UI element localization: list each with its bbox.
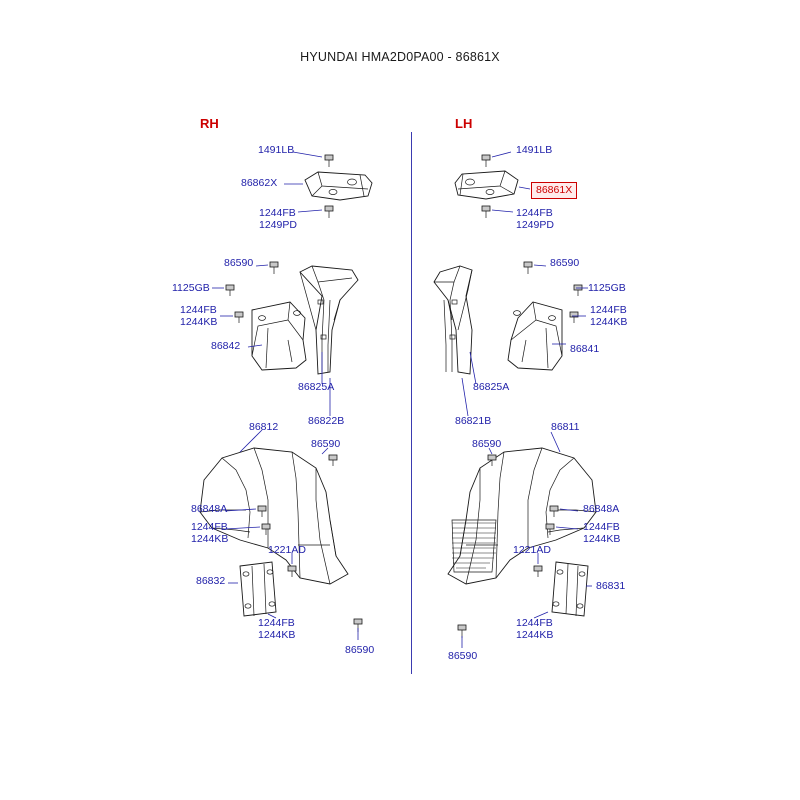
label-86825a-rh[interactable]: 86825A xyxy=(298,381,335,393)
label-1244fb-rh-top[interactable]: 1244FB xyxy=(259,207,296,219)
part-86832 xyxy=(240,562,276,616)
bolt-86590-rh-liner xyxy=(329,455,337,466)
label-1244fb-lh-mid[interactable]: 1244FB xyxy=(590,304,627,316)
bolt-1491lb-lh xyxy=(482,155,490,167)
part-86821b xyxy=(434,266,472,374)
part-86861x xyxy=(455,171,518,199)
label-86821b[interactable]: 86821B xyxy=(455,415,492,427)
part-86822b xyxy=(300,266,358,374)
label-86848a-lh[interactable]: 86848A xyxy=(583,503,620,515)
label-1244kb-lh-mid[interactable]: 1244KB xyxy=(590,316,628,328)
bolt-1491lb-rh xyxy=(325,155,333,167)
label-1244fb-lh-liner[interactable]: 1244FB xyxy=(583,521,620,533)
part-86831 xyxy=(552,562,588,616)
label-86590-rh-mid[interactable]: 86590 xyxy=(224,257,254,269)
label-86590-lh-liner[interactable]: 86590 xyxy=(472,438,502,450)
label-86590-rh-liner[interactable]: 86590 xyxy=(311,438,341,450)
label-86848a-rh[interactable]: 86848A xyxy=(191,503,228,515)
bolt-86590-lh-mid xyxy=(524,262,532,274)
label-86590-lh-mid[interactable]: 86590 xyxy=(550,257,580,269)
label-86862x[interactable]: 86862X xyxy=(241,177,278,189)
side-label-lh: LH xyxy=(455,116,473,131)
label-86822b[interactable]: 86822B xyxy=(308,415,345,427)
label-86832[interactable]: 86832 xyxy=(196,575,226,587)
bolt-1244fb-rh xyxy=(325,206,333,218)
label-86842[interactable]: 86842 xyxy=(211,340,241,352)
label-86590-rh-bottom[interactable]: 86590 xyxy=(345,644,375,656)
label-1244fb-lh-bracket[interactable]: 1244FB xyxy=(516,617,553,629)
label-1244fb-lh-top[interactable]: 1244FB xyxy=(516,207,553,219)
part-86812 xyxy=(200,448,348,584)
label-1125gb-rh[interactable]: 1125GB xyxy=(172,282,210,294)
bolt-1244fb-lh-mid xyxy=(570,312,578,323)
part-86842 xyxy=(252,302,306,370)
part-86841 xyxy=(508,302,562,370)
label-1491lb-rh[interactable]: 1491LB xyxy=(258,144,295,156)
bolt-1125gb-lh xyxy=(574,285,582,296)
label-86831[interactable]: 86831 xyxy=(596,580,626,592)
side-label-rh: RH xyxy=(200,116,219,131)
label-1221ad-rh[interactable]: 1221AD xyxy=(268,544,306,556)
label-1244kb-rh-bracket[interactable]: 1244KB xyxy=(258,629,296,641)
bolt-1244fb-lh xyxy=(482,206,490,218)
label-86861x-highlight[interactable]: 86861X xyxy=(531,182,577,199)
label-86590-lh-bottom[interactable]: 86590 xyxy=(448,650,478,662)
label-1244kb-lh-bracket[interactable]: 1244KB xyxy=(516,629,554,641)
label-1244kb-rh-mid[interactable]: 1244KB xyxy=(180,316,218,328)
label-1244fb-rh-liner[interactable]: 1244FB xyxy=(191,521,228,533)
bolt-86590-rh-mid xyxy=(270,262,278,274)
bolt-1221ad-lh xyxy=(534,566,542,577)
label-86825a-lh[interactable]: 86825A xyxy=(473,381,510,393)
part-86811 xyxy=(448,448,596,584)
part-86862x xyxy=(305,172,372,200)
label-1249pd-lh[interactable]: 1249PD xyxy=(516,219,554,231)
label-1244fb-rh-mid[interactable]: 1244FB xyxy=(180,304,217,316)
label-1244kb-rh-liner[interactable]: 1244KB xyxy=(191,533,229,545)
label-1244kb-lh-liner[interactable]: 1244KB xyxy=(583,533,621,545)
label-1244fb-rh-bracket[interactable]: 1244FB xyxy=(258,617,295,629)
label-1249pd-rh[interactable]: 1249PD xyxy=(259,219,297,231)
label-1221ad-lh[interactable]: 1221AD xyxy=(513,544,551,556)
bolt-1125gb-rh xyxy=(226,285,234,296)
page-title: HYUNDAI HMA2D0PA00 - 86861X xyxy=(300,50,500,64)
bolt-1244fb-rh-mid xyxy=(235,312,243,323)
label-86812[interactable]: 86812 xyxy=(249,421,279,433)
label-1491lb-lh[interactable]: 1491LB xyxy=(516,144,553,156)
label-1125gb-lh[interactable]: 1125GB xyxy=(588,282,626,294)
label-86841[interactable]: 86841 xyxy=(570,343,600,355)
label-86811[interactable]: 86811 xyxy=(551,421,580,433)
